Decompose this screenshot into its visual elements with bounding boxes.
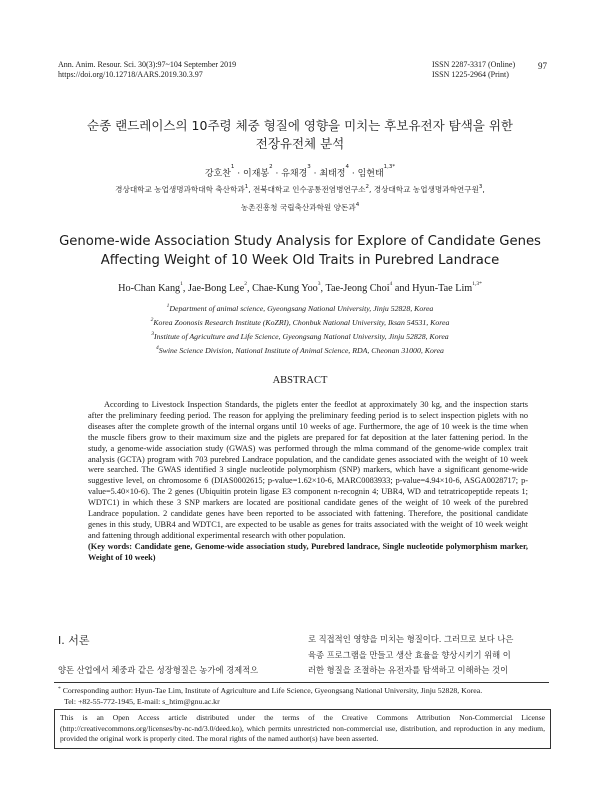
journal-line: Ann. Anim. Resour. Sci. 30(3):97~104 September 2019 [58, 60, 237, 69]
author: Chae-Kung Yoo$^3$ [252, 281, 321, 294]
contact-line: Tel: +82-55-772-1945, E-mail: s_htim@gnu.ac.kr [64, 696, 220, 706]
issn-print: ISSN 1225-2964 (Print) [432, 70, 509, 79]
page-number: 97 [538, 61, 547, 71]
author: Tae-Jeong Choi$^4$ [325, 281, 393, 294]
korean-affiliation: 경상대학교 농업생명과학대학 축산학과$^1$, 전북대학교 인수공통전염병연구소$^2$, 경상대학교 농업생명과학연구원$^3$, [115, 184, 485, 194]
body-text-line: 로 직접적인 영향을 미치는 형질이다. 그러므로 보다 나은 [308, 634, 514, 644]
english-authors: Ho-Chan Kang$^1$, Jae-Bong Lee$^2$, Chae-Kung Yoo$^3$, Tae-Jeong Choi$^4$ and Hyun-Tae Lim$^{1,3*}$ [118, 281, 482, 294]
affiliation: $^4$Swine Science Division, National Institute of Animal Science, RDA, Cheonan 31000, Korea [156, 345, 444, 355]
author: 강호찬$^1$ [204, 164, 235, 179]
abstract-text: According to Livestock Inspection Standards, the piglets enter the feedlot at approximately 30 kg, and the inspection starts after the preliminary feeding period. The reason for applying the preliminary feeding period is to select inspection piglets with no diseases after the complete growth of the internal organs until 10 weeks of age. Furthermore, the age of 10 week is the time when the muscle fibers grow to their maximum size and the piglets are prepared for fat deposition at the later fattening period. In the study, a genome-wide association study (GWAS) was performed through the mlma command of the genome-wide complex trait analysis (GCTA) program with 703 purebred Landrace population, and the candidate genes associated with the weight of 10 week were searched. The GWAS identified 3 single nucleotide polymorphism (SNP) markers, which have a significant genome-wide suggestive level, on chromosome 6 (DIAS0002615; p-value=1.62×10-6, MARC0083933; p-value=4.94×10-6, ASGA0028717; p-value=5.40×10-6). The 2 genes (Ubiquitin protein ligase E3 component n-recognin 4; UBR4, WD and tetratricopeptide repeats 1; WDTC1) in which these 3 SNP markers are located are positional candidate genes of the weight of 10 week of the purebred Landrace population. 2 candidate genes have been reported to be associated with fattening. Therefore, the positional candidate genes in this study, UBR4 and WDTC1, are expected to be usable as genes for traits associated with the weight of 10 week weight and fattening through additional experimental research with other population. [88, 400, 528, 540]
keywords: (Key words: Candidate gene, Genome-wide association study, Purebred landrace, Single nucleotide polymorphism marker, Weight of 10 week) [88, 541, 528, 562]
section-heading: Ⅰ. 서론 [58, 634, 90, 647]
affiliation: $^1$Department of animal science, Gyeongsang National University, Jinju 52828, Korea [166, 303, 434, 313]
author: Ho-Chan Kang$^1$ [118, 281, 183, 294]
korean-affiliation: 농촌진흥청 국립축산과학원 양돈과$^4$ [240, 202, 360, 212]
corresponding-author: * Corresponding author: Hyun-Tae Lim, Institute of Agriculture and Life Science, Gyeongsang National University, Jinju 52828, Korea. Tel: +82-55-772-1945, E-mail: s_htim@gnu.ac.kr [58, 686, 558, 707]
affiliation: $^3$Institute of Agriculture and Life Science, Gyeongsang National University, Jinju 52828, Korea [151, 331, 449, 341]
body-text-line: 양돈 산업에서 체중과 같은 성장형질은 농가에 경제적으 [58, 665, 259, 675]
english-title [40, 232, 560, 270]
author: 임현태$^{1,3*}$ [357, 164, 396, 179]
doi-link[interactable]: https://doi.org/10.12718/AARS.2019.30.3.97 [58, 70, 203, 79]
korean-title [50, 117, 550, 153]
license-notice: This is an Open Access article distributed under the terms of the Creative Commons Attribution Non-Commercial License (http://creativecommons.org/licenses/by-nc-nd/3.0/deed.ko), which permits unrestricted non-commercial use, distribution, and reproduction in any medium, provided the original work is properly cited. The moral rights of the named author(s) have been asserted. [54, 709, 551, 749]
author: Jae-Bong Lee$^2$ [187, 281, 248, 294]
abstract-heading: ABSTRACT [272, 375, 328, 386]
korean-authors: 강호찬$^1$ · 이재봉$^2$ · 유채경$^3$ · 최태정$^4$ · 임현태$^{1,3*}$ [204, 164, 396, 179]
body-text-line: 러한 형질을 조절하는 유전자를 탐색하고 이해하는 것이 [308, 665, 509, 675]
english-title-line: Affecting Weight of 10 Week Old Traits in Purebred Landrace [100, 253, 500, 268]
author: 유채경$^3$ [281, 164, 311, 179]
footnote-divider [54, 682, 549, 683]
affiliation: $^2$Korea Zoonosis Research Institute (KoZRI), Chonbuk National University, Iksan 54531, Korea [150, 317, 450, 327]
author: Hyun-Tae Lim$^{1,3*}$ [412, 281, 482, 294]
corresponding-line: Corresponding author: Hyun-Tae Lim, Institute of Agriculture and Life Science, Gyeongsang National University, Jinju 52828, Korea. [62, 686, 483, 695]
body-text-line: 육종 프로그램을 만들고 생산 효율을 향상시키기 위해 이 [308, 649, 511, 660]
korean-title-line: 순종 랜드레이스의 10주령 체중 형질에 영향을 미치는 후보유전자 탐색을 위한 [87, 118, 513, 133]
issn-online: ISSN 2287-3317 (Online) [432, 60, 516, 69]
author: 이재봉$^2$ [243, 164, 273, 179]
issn-block [432, 60, 515, 80]
korean-title-line: 전장유전체 분석 [255, 136, 345, 151]
abstract-body [88, 400, 528, 564]
english-title-line: Genome-wide Association Study Analysis for Explore of Candidate Genes [59, 234, 541, 249]
intro-left-column [58, 664, 320, 677]
intro-right-column [308, 632, 553, 679]
journal-citation [58, 60, 236, 80]
author: 최태정$^4$ [319, 164, 349, 179]
